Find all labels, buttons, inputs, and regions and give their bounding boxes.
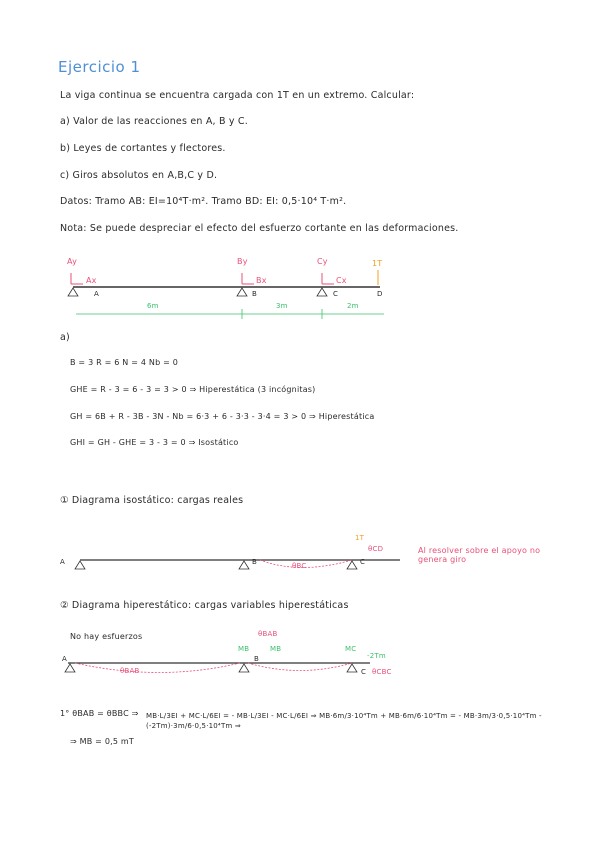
span-bc: 3m [276,302,288,310]
diagram2-angle-ab: θBAB [120,667,140,675]
part-a-line1: B = 3 R = 6 N = 4 Nb = 0 [70,358,179,367]
diagram1-load: 1T [355,534,365,542]
diagram2-moment-b-left: MB [238,645,250,653]
diagram1-heading: ① Diagrama isostático: cargas reales [60,495,244,506]
diagram1-note: Al resolver sobre el apoyo no genera giro [418,546,541,564]
reaction-bx: Bx [256,276,267,285]
reaction-cx: Cx [336,276,347,285]
reaction-arrows [71,273,334,284]
load-label: 1T [372,259,383,268]
span-cd: 2m [347,302,359,310]
part-a-line4: GHI = GH - GHE = 3 - 3 = 0 ⇒ Isostático [70,438,239,447]
node-c: C [333,290,339,298]
diagram1-node-c: C [360,558,366,566]
support-a [68,288,78,296]
span-ab: 6m [147,302,159,310]
part-a-line3: GH = 6B + R - 3B - 3N - Nb = 6·3 + 6 - 3·3 - 3·4 = 3 > 0 ⇒ Hiperestática [70,412,375,421]
diagram2-moment-b-right: MB [270,645,282,653]
reaction-ax: Ax [86,276,97,285]
support-c [317,288,327,296]
diagram2-node-b: B [254,655,260,663]
page-title: Ejercicio 1 [58,58,141,76]
support-b [237,288,247,296]
statement-a: a) Valor de las reacciones en A, B y C. [60,116,248,127]
diagram2-deflection-bc [248,663,352,671]
equation-result: ⇒ MB = 0,5 mT [70,737,134,746]
statement-c: c) Giros absolutos en A,B,C y D. [60,170,218,181]
node-b: B [252,290,258,298]
diagram2-node-c: C [361,668,367,676]
diagram2-angle-bc: θCBC [372,668,392,676]
statement-nota: Nota: Se puede despreciar el efecto del esfuerzo cortante en las deformaciones. [60,223,459,234]
diagram2-heading: ② Diagrama hiperestático: cargas variables hiperestáticas [60,600,349,611]
diagram2-note: No hay esfuerzos [70,632,143,641]
part-a-line2: GHE = R - 3 = 6 - 3 = 3 > 0 ⇒ Hiperestática (3 incógnitas) [70,385,316,394]
diagram2-angle-ba: θBAB [258,630,278,638]
diagram1-angle-bc: θBC [292,562,307,570]
diagram1-node-b: B [252,558,258,566]
diagram2-moment-c: MC [345,645,357,653]
statement-intro: La viga continua se encuentra cargada con 1T en un extremo. Calcular: [60,90,415,101]
statement-datos: Datos: Tramo AB: EI=10⁴T·m². Tramo BD: EI: 0,5·10⁴ T·m². [60,196,347,207]
node-d: D [377,290,383,298]
diagram1-node-a: A [60,558,65,566]
supports [68,288,327,296]
reaction-ay: Ay [67,257,78,266]
equation-line: MB·L/3EI + MC·L/6EI = - MB·L/3EI - MC·L/6EI ⇒ MB·6m/3·10⁴Tm + MB·6m/6·10⁴Tm = - MB·3m/3·0,5·10⁴Tm - (-2Tm)·3m/6·0,5·10⁴Tm ⇒ [146,712,542,730]
diagram1-angle-cd: θCD [368,545,384,553]
node-a: A [94,290,99,298]
equation-lead: 1° θBAB = θBBC ⇒ [60,709,139,718]
diagram2-node-a: A [62,655,67,663]
part-a-label: a) [60,332,70,343]
reaction-by: By [237,257,248,266]
reaction-cy: Cy [317,257,328,266]
diagram2-moment-c-value: -2Tm [367,652,386,660]
diagram2-deflection-ab [75,663,240,673]
statement-b: b) Leyes de cortantes y flectores. [60,143,226,154]
